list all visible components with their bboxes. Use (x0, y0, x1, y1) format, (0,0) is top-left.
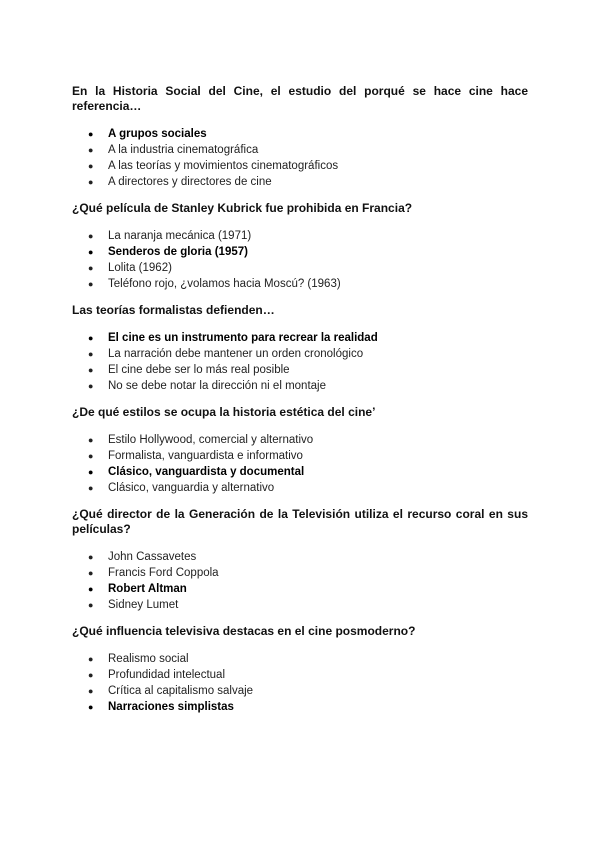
option (72, 549, 528, 565)
option (72, 142, 528, 158)
question-text: ¿Qué influencia televisiva destacas en el cine posmoderno? (72, 624, 416, 638)
question-text: ¿Qué película de Stanley Kubrick fue prohibida en Francia? (72, 201, 413, 215)
option-label: La narración debe mantener un orden cronológico (108, 348, 364, 360)
question-text: Las teorías formalistas defienden… (72, 303, 275, 317)
bullet-icon: ● (88, 145, 94, 155)
bullet-icon: ● (88, 654, 94, 664)
option-label: Realismo social (108, 653, 189, 665)
option-label: Estilo Hollywood, comercial y alternativo (108, 434, 314, 446)
option-label: Profundidad intelectual (108, 669, 225, 681)
option (72, 683, 528, 699)
bullet-icon: ● (88, 161, 94, 171)
option-label: Formalista, vanguardista e informativo (108, 450, 303, 462)
bullet-icon: ● (88, 600, 94, 610)
bullet-icon: ● (88, 702, 94, 712)
document-page (72, 84, 528, 726)
question-block-2 (72, 201, 528, 292)
option (72, 651, 528, 667)
bullet-icon: ● (88, 231, 94, 241)
option-correct (72, 244, 528, 260)
bullet-icon: ● (88, 670, 94, 680)
option (72, 228, 528, 244)
option-correct (72, 699, 528, 715)
option-label: John Cassavetes (108, 551, 197, 563)
option (72, 174, 528, 190)
option-correct (72, 330, 528, 346)
bullet-icon: ● (88, 333, 94, 343)
option (72, 346, 528, 362)
option-label: El cine debe ser lo más real posible (108, 364, 290, 376)
option-label: El cine es un instrumento para recrear la realidad (108, 332, 378, 344)
bullet-icon: ● (88, 584, 94, 594)
question-block-3 (72, 303, 528, 394)
question-block-6 (72, 624, 528, 715)
option (72, 362, 528, 378)
bullet-icon: ● (88, 129, 94, 139)
option (72, 480, 528, 496)
option-correct (72, 126, 528, 142)
option (72, 432, 528, 448)
option-label: A la industria cinematográfica (108, 144, 259, 156)
option-label: Lolita (1962) (108, 262, 172, 274)
bullet-icon: ● (88, 247, 94, 257)
bullet-icon: ● (88, 467, 94, 477)
option-label: La naranja mecánica (1971) (108, 230, 252, 242)
bullet-icon: ● (88, 435, 94, 445)
bullet-icon: ● (88, 365, 94, 375)
bullet-icon: ● (88, 349, 94, 359)
option-label: A directores y directores de cine (108, 176, 272, 188)
option (72, 276, 528, 292)
question-block-1 (72, 84, 528, 190)
options-list (72, 330, 528, 394)
question-text: ¿De qué estilos se ocupa la historia estética del cine’ (72, 405, 376, 419)
bullet-icon: ● (88, 177, 94, 187)
bullet-icon: ● (88, 263, 94, 273)
options-list (72, 126, 528, 190)
bullet-icon: ● (88, 451, 94, 461)
bullet-icon: ● (88, 686, 94, 696)
option-label: Crítica al capitalismo salvaje (108, 685, 254, 697)
option-label: Francis Ford Coppola (108, 567, 219, 579)
option-label: Clásico, vanguardia y alternativo (108, 482, 275, 494)
question-block-5 (72, 507, 528, 613)
options-list (72, 432, 528, 496)
option-label: Senderos de gloria (1957) (108, 246, 248, 258)
option-correct (72, 464, 528, 480)
option-label: Sidney Lumet (108, 599, 179, 611)
option (72, 448, 528, 464)
option (72, 667, 528, 683)
option (72, 158, 528, 174)
option-label: A las teorías y movimientos cinematográficos (108, 160, 339, 172)
option-label: Clásico, vanguardista y documental (108, 466, 305, 478)
question-text: En la Historia Social del Cine, el estudio del porqué se hace cine hace referencia… (72, 84, 528, 113)
question-text: ¿Qué director de la Generación de la Televisión utiliza el recurso coral en sus películas? (72, 507, 528, 536)
option (72, 378, 528, 394)
options-list (72, 651, 528, 715)
option-correct (72, 581, 528, 597)
option (72, 260, 528, 276)
option-label: No se debe notar la dirección ni el montaje (108, 380, 326, 392)
bullet-icon: ● (88, 568, 94, 578)
option (72, 597, 528, 613)
options-list (72, 549, 528, 613)
bullet-icon: ● (88, 279, 94, 289)
question-block-4 (72, 405, 528, 496)
bullet-icon: ● (88, 381, 94, 391)
bullet-icon: ● (88, 552, 94, 562)
option-label: Teléfono rojo, ¿volamos hacia Moscú? (1963) (108, 278, 341, 290)
options-list (72, 228, 528, 292)
bullet-icon: ● (88, 483, 94, 493)
option-label: A grupos sociales (108, 128, 207, 140)
option (72, 565, 528, 581)
option-label: Robert Altman (108, 583, 187, 595)
option-label: Narraciones simplistas (108, 701, 234, 713)
